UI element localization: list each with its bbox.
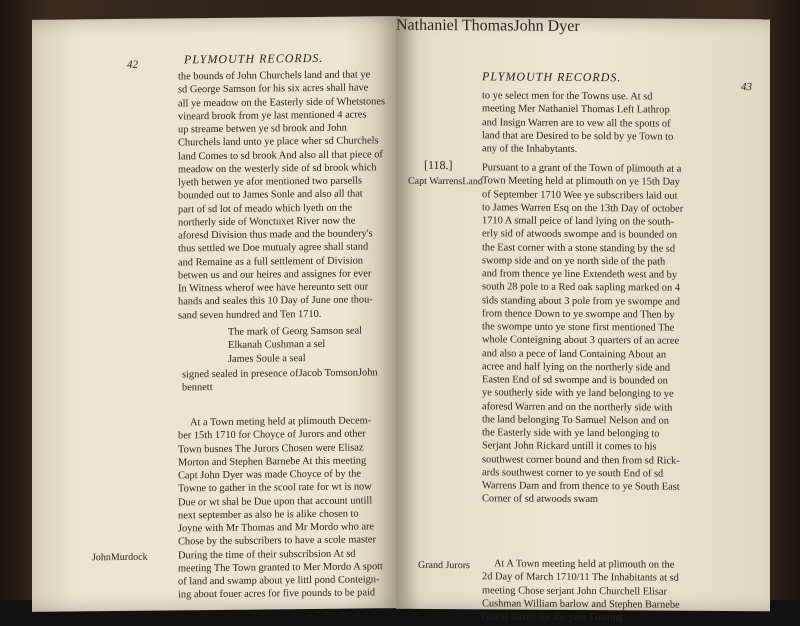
town-meeting-text <box>178 414 396 602</box>
seal-signer: The mark of Georg Samson seal <box>228 325 362 338</box>
signer-name: John Dyer <box>513 17 580 35</box>
text-line: sids standing about 3 pole from ye swompe and <box>482 294 680 308</box>
text-line: the bounds of John Churchels land and that ye <box>178 69 371 83</box>
seal-list <box>228 324 408 366</box>
deed-text <box>178 68 396 322</box>
text-line: any of the Inhabytants. <box>482 143 578 155</box>
text-line: ye southerly side with ye land belonging to ye <box>482 387 674 400</box>
text-line: to James Warren Esq on the 13th Day of october <box>482 202 684 215</box>
text-line: ing about fouer acres for five pounds to be paid <box>178 587 376 601</box>
left-page <box>32 16 400 612</box>
text-line: lyeth betwen ye afor mentioned two parsells <box>178 175 363 189</box>
text-line: Town busnes The Jurors Chosen were Elisaz <box>178 441 364 455</box>
text-line: betwen us and our heires and assignes for ever <box>178 268 372 282</box>
margin-note-grand-jurors: Grand Jurors <box>418 559 470 572</box>
text-line: the swompe unto ye stone first mentioned The <box>482 321 675 334</box>
margin-line: Land <box>462 176 483 188</box>
text-line: the land belonging To Samuel Nelson and on <box>482 414 669 427</box>
text-line: meadow on the westerly side of sd brook which <box>178 162 377 176</box>
margin-note-john-murdock <box>92 551 148 565</box>
text-line: Corner of sd atwoods swam <box>482 493 599 506</box>
text-line: Grand Jurors for the year Ensuing. <box>482 611 626 624</box>
text-line: Capt John Dyer was made Choyce of by the <box>178 468 361 482</box>
witness-line: signed sealed in presence of <box>182 368 299 381</box>
text-line: northerly side of Wonctuxet River now the <box>178 215 356 229</box>
page-number-left: 42 <box>127 58 138 71</box>
text-line: from thence Down to ye swompe and Then by <box>482 308 675 321</box>
text-line: Easten End of sd swompe and is bounded on <box>482 374 668 387</box>
text-line: aforesd Division thus made and the boundery's <box>178 228 373 242</box>
signers <box>396 17 770 38</box>
text-line: next september as also he is alike chosen to <box>178 508 359 522</box>
text-line: and from thence ye line Extendeth west and by <box>482 268 678 281</box>
seal-row <box>228 350 408 365</box>
grant-text <box>482 161 696 507</box>
text-line: erly sid of atwoods swompe and is bounded on <box>482 228 678 241</box>
seal-signer: James Soule a seal <box>228 352 306 365</box>
text-line: whole Conteigning about 3 quarters of an acree <box>482 334 680 347</box>
text-line: Warrens Dam and from thence to ye South East <box>482 480 680 493</box>
witness-line: John bennett <box>182 367 378 394</box>
right-page <box>396 16 770 624</box>
text-line: During the time of their subscribsion At sd <box>178 548 356 561</box>
text-line: thus settled we Doe mutualy agree shall stand <box>178 241 369 255</box>
text-line: Towne to gather in the scool rate for wt is now <box>178 481 372 495</box>
text-line: 2d Day of March 1710/11 The Inhabitants at sd <box>482 571 679 584</box>
text-line: At a Town meting held at plimouth Decem- <box>190 415 372 429</box>
text-line: Morton and Stephen Barnebe At this meeting <box>178 455 367 469</box>
text-line: to ye select men for the Towns use. At sd <box>482 90 653 103</box>
text-line: ards southwest corner to ye south End of sd <box>482 467 664 480</box>
text-line: In Witness wherof wee have hereunto sett our <box>178 281 369 295</box>
text-line: land that are Desired to be sold by ye Town to <box>482 130 674 143</box>
text-line: of land and swamp about ye littl pond Conteign- <box>178 574 380 588</box>
margin-line: Capt Warrens <box>408 175 463 188</box>
signer-name: Nathaniel Thomas <box>396 16 514 35</box>
witness-block <box>182 366 400 395</box>
text-line: meeting The Town granted to Mer Mordo A spott <box>178 561 383 575</box>
text-line: Cushman William barlow and Stephen Barnebe <box>482 598 680 611</box>
text-line: Town Meeting held at plimouth on ye 15th Day <box>482 175 680 188</box>
margin-line: John <box>92 552 111 564</box>
text-line: swomp side and on ye north side of the path <box>482 255 666 268</box>
text-line: meeting Chose serjant John Churchell Elisar <box>482 584 667 598</box>
text-line: southwest corner bound and then from sd Rick- <box>482 453 680 467</box>
text-line: part of sd lot of meado which lyeth on the <box>178 202 353 215</box>
text-line: meeting Mer Nathaniel Thomas Left Lathrop <box>482 103 670 116</box>
text-line: hands and seales this 10 Day of June one thou- <box>178 294 373 308</box>
margin-line: Murdock <box>110 551 148 564</box>
text-line: vineard brook from ye last mentioned 4 acres <box>178 109 367 123</box>
running-header-right: PLYMOUTH RECORDS. <box>482 69 622 85</box>
text-line: Churchels land unto ye place wher sd Churchels <box>178 135 379 149</box>
text-line: aforesd Warren and on the northerly side with <box>482 400 673 414</box>
text-line: and Insign Warren are to vew all the spotts of <box>482 116 671 130</box>
text-line: up streame betwen ye sd brook and John <box>178 122 347 136</box>
text-line: 1710 A small peice of land lying on the south- <box>482 215 674 228</box>
text-line: the East corner with a stone standing by the sd <box>482 241 676 255</box>
margin-note-capt-warrens-land <box>408 175 483 189</box>
text-line: land Comes to sd brook And also all that piece of <box>178 148 383 162</box>
seal-signer: Elkanah Cushman a sel <box>228 339 326 352</box>
text-line: ber 15th 1710 for Choyce of Jurors and other <box>178 428 366 442</box>
grand-jurors-text <box>482 557 696 625</box>
text-line: At A Town meeting held at plimouth on the <box>494 558 675 571</box>
text-line: south 28 pole to a Red oak sapling marked on 4 <box>482 281 680 294</box>
text-line: Pursuant to a grant of the Town of plimouth at a <box>482 162 682 175</box>
text-line: sand seven hundred and Ten 1710. <box>178 308 322 321</box>
text-line: and also a pece of land Containing About an <box>482 347 667 361</box>
text-line: of September 1710 Wee ye subscribers laid out <box>482 188 678 202</box>
text-line: all ye meadow on the Easterly side of Whetstones <box>178 95 385 109</box>
text-line: the Easterly side with ye land belonging to <box>482 427 660 440</box>
text-line: and Remaine as a full settlement of Division <box>178 254 363 268</box>
text-line: bounded out to James Sonle and also all that <box>178 188 363 202</box>
page-number-right: 43 <box>741 81 752 94</box>
witness-line: Jacob Tomson <box>298 367 358 380</box>
text-line: acree and half lying on the northerly side and <box>482 361 671 374</box>
select-men-text <box>482 89 696 157</box>
text-line: Serjant John Rickard untill it comes to his <box>482 440 657 453</box>
text-line: Chose by the subscribers to have a scole master <box>178 534 376 548</box>
text-line: sd George Samson for his six acres shall have <box>178 82 369 96</box>
running-header-left: PLYMOUTH RECORDS. <box>184 50 324 67</box>
section-number: [118.] <box>424 157 453 173</box>
text-line: Joyne with Mr Thomas and Mr Mordo who are <box>178 521 375 535</box>
text-line: Due or wt shal be Due upon that account untill <box>178 494 373 508</box>
